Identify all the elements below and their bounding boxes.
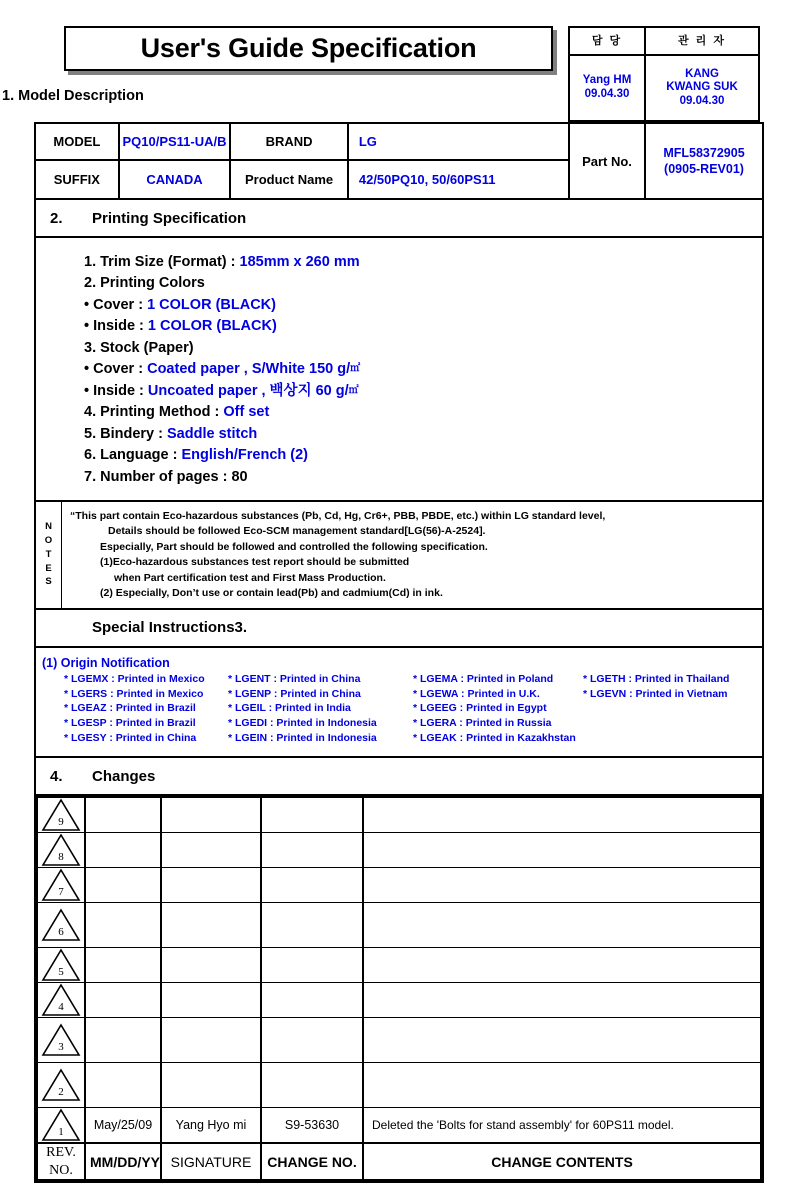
revision-date xyxy=(85,903,161,948)
suffix-label: SUFFIX xyxy=(36,161,120,198)
revision-marker-cell xyxy=(37,903,85,948)
origin-column-3 xyxy=(413,672,576,745)
origin-entry: * LGEVN : Printed in Vietnam xyxy=(583,687,728,700)
changes-table-footer-row xyxy=(37,1143,761,1180)
origin-column-2 xyxy=(228,672,377,745)
product-name-label: Product Name xyxy=(231,161,349,198)
signer-charge-date: 09.04.30 xyxy=(584,88,630,100)
section-2-header xyxy=(36,200,762,238)
spec-item-value: 185mm x 260 mm xyxy=(239,254,360,270)
section-2-number: 2. xyxy=(50,209,63,227)
spec-item-label: 3. Stock (Paper) xyxy=(84,339,194,356)
part-no-value-line2: (0905-REV01) xyxy=(664,162,744,176)
svg-text:1: 1 xyxy=(58,1126,64,1139)
spec-item-label: • Cover : xyxy=(84,296,148,313)
table-row xyxy=(37,1108,761,1144)
spec-item xyxy=(84,359,762,380)
revision-marker-cell xyxy=(37,983,85,1018)
spec-item xyxy=(84,338,762,359)
spec-item xyxy=(84,273,762,294)
spec-item-value: Off set xyxy=(223,404,270,421)
svg-text:9: 9 xyxy=(58,816,64,829)
revision-date xyxy=(85,833,161,868)
section-3-header xyxy=(36,610,762,648)
origin-notification-grid xyxy=(38,672,762,748)
revision-marker-cell xyxy=(37,1018,85,1063)
origin-entry: * LGEIN : Printed in Indonesia xyxy=(228,731,377,744)
revision-marker-cell xyxy=(37,868,85,903)
origin-entry: * LGEAK : Printed in Kazakhstan xyxy=(413,731,576,744)
revision-change-no xyxy=(261,1063,363,1108)
title-box xyxy=(64,26,553,71)
footer-change-no-header: CHANGE NO. xyxy=(261,1143,363,1180)
revision-triangle-icon xyxy=(41,908,81,942)
spec-item xyxy=(84,295,762,316)
spec-item-unit: ㎡ xyxy=(348,384,359,396)
revision-marker-cell xyxy=(37,948,85,983)
revision-signature xyxy=(161,833,261,868)
revision-change-no xyxy=(261,948,363,983)
revision-change-no xyxy=(261,983,363,1018)
model-value-cell xyxy=(120,124,232,159)
origin-entry: * LGEEG : Printed in Egypt xyxy=(413,702,547,715)
changes-table-body xyxy=(37,797,761,1180)
revision-triangle-icon xyxy=(41,833,81,867)
notes-line: Details should be followed Eco-SCM management standard[LG(56)-A-2524]. xyxy=(108,525,486,538)
brand-label: BRAND xyxy=(231,124,349,159)
spec-item xyxy=(84,316,762,337)
section-2-title: Printing Specification xyxy=(92,209,247,227)
revision-triangle-icon xyxy=(41,983,81,1017)
revision-change-no xyxy=(261,833,363,868)
spec-item-label: 1. Trim Size (Format) : xyxy=(84,254,240,270)
revision-contents xyxy=(363,948,761,983)
footer-rev-no-line2: NO. xyxy=(49,1162,73,1178)
spec-item xyxy=(84,467,762,488)
brand-value: LG xyxy=(358,134,377,150)
footer-rev-no xyxy=(37,1143,85,1180)
approval-signature-box xyxy=(568,26,760,122)
origin-entry: * LGEIL : Printed in India xyxy=(228,702,351,715)
svg-text:2: 2 xyxy=(58,1086,64,1099)
origin-entry: * LGESP : Printed in Brazil xyxy=(64,717,196,730)
footer-signature-header: SIGNATURE xyxy=(161,1143,261,1180)
spec-item-value: Saddle stitch xyxy=(167,425,258,442)
signer-manager-date: 09.04.30 xyxy=(679,94,725,107)
revision-triangle-icon xyxy=(41,798,81,832)
spec-item-value: 1 COLOR (BLACK) xyxy=(147,318,277,335)
origin-entry: * LGEMX : Printed in Mexico xyxy=(64,673,205,686)
suffix-row xyxy=(36,161,568,198)
revision-triangle-icon xyxy=(41,868,81,902)
revision-signature xyxy=(161,983,261,1018)
printing-specification-list xyxy=(36,238,762,502)
part-no-value-cell xyxy=(646,124,762,198)
section-1-heading: 1. Model Description xyxy=(2,88,144,104)
revision-signature: Yang Hyo mi xyxy=(161,1108,261,1144)
notes-line: (1)Eco-hazardous substances test report should be submitted xyxy=(100,556,410,569)
spec-item-label: 6. Language : xyxy=(84,447,182,464)
origin-entry: * LGENP : Printed in China xyxy=(228,687,361,700)
revision-signature xyxy=(161,1018,261,1063)
signer-manager-name2: KWANG SUK xyxy=(666,81,738,94)
spec-item-label: • Inside : xyxy=(84,382,148,399)
revision-date xyxy=(85,868,161,903)
revision-date xyxy=(85,983,161,1018)
spec-item-value: Coated paper , S/White 150 g/ xyxy=(147,361,351,378)
model-value: PQ10/PS11-UA/B xyxy=(122,134,227,150)
table-row xyxy=(37,1018,761,1063)
notes-line: Especially, Part should be followed and controlled the following specification. xyxy=(100,540,488,553)
table-row xyxy=(37,833,761,868)
table-row xyxy=(37,983,761,1018)
approval-header-charge: 담 당 xyxy=(570,28,646,56)
spec-item-label: • Cover : xyxy=(84,361,148,378)
revision-triangle-icon xyxy=(41,1108,81,1142)
revision-change-no xyxy=(261,903,363,948)
origin-column-1 xyxy=(64,672,205,745)
revision-contents xyxy=(363,797,761,833)
revision-marker-cell xyxy=(37,833,85,868)
revision-contents: Deleted the 'Bolts for stand assembly' for 60PS11 model. xyxy=(363,1108,761,1144)
approval-header-row xyxy=(570,28,758,56)
spec-item-label: • Inside : xyxy=(84,318,148,335)
spec-item-label: 4. Printing Method : xyxy=(84,404,224,421)
revision-change-no: S9-53630 xyxy=(261,1108,363,1144)
signer-charge-name: Yang HM xyxy=(582,74,632,87)
svg-text:3: 3 xyxy=(58,1041,64,1054)
origin-column-4 xyxy=(583,672,729,701)
notes-letter: O xyxy=(44,535,53,547)
footer-date-header: MM/DD/YY xyxy=(85,1143,161,1180)
part-no-label: Part No. xyxy=(570,124,646,198)
origin-entry: * LGERA : Printed in Russia xyxy=(413,717,552,730)
product-name-value: 42/50PQ10, 50/60PS11 xyxy=(358,172,496,188)
revision-marker-cell xyxy=(37,797,85,833)
suffix-value: CANADA xyxy=(120,161,232,198)
spec-item-label: 2. Printing Colors xyxy=(84,275,205,292)
spec-item-value: Uncoated paper , 백상지 60 g/ xyxy=(147,382,349,399)
model-table-left xyxy=(36,124,570,198)
svg-text:5: 5 xyxy=(58,966,64,979)
origin-entry: * LGEDI : Printed in Indonesia xyxy=(228,717,377,730)
svg-text:4: 4 xyxy=(58,1001,64,1014)
spec-item-unit: ㎡ xyxy=(350,363,361,375)
spec-item xyxy=(84,381,762,402)
revision-contents xyxy=(363,868,761,903)
spec-item-value: English/French (2) xyxy=(181,447,308,464)
approval-signer-manager xyxy=(646,56,758,120)
origin-notification-block xyxy=(36,648,762,759)
notes-text-body xyxy=(62,502,762,608)
revision-signature xyxy=(161,1063,261,1108)
revision-contents xyxy=(363,1018,761,1063)
notes-letter: S xyxy=(45,576,52,588)
revision-change-no xyxy=(261,868,363,903)
revision-date xyxy=(85,948,161,983)
spec-item xyxy=(84,445,762,466)
revision-signature xyxy=(161,868,261,903)
origin-entry: * LGEAZ : Printed in Brazil xyxy=(64,702,196,715)
table-row xyxy=(37,1063,761,1108)
revision-contents xyxy=(363,1063,761,1108)
notes-line: “This part contain Eco-hazardous substances (Pb, Cd, Hg, Cr6+, PBB, PBDE, etc.) within LG standard level, xyxy=(70,509,606,522)
spec-item xyxy=(84,252,762,273)
revision-triangle-icon xyxy=(41,948,81,982)
origin-entry: * LGERS : Printed in Mexico xyxy=(64,687,204,700)
revision-signature xyxy=(161,903,261,948)
revision-contents xyxy=(363,983,761,1018)
model-table-right xyxy=(570,124,762,198)
notes-letter: E xyxy=(45,562,52,574)
notes-block xyxy=(36,502,762,610)
revision-contents xyxy=(363,833,761,868)
origin-entry: * LGEMA : Printed in Poland xyxy=(413,673,554,686)
changes-revision-table xyxy=(36,796,762,1181)
origin-entry: * LGESY : Printed in China xyxy=(64,731,197,744)
revision-change-no xyxy=(261,797,363,833)
footer-contents-header: CHANGE CONTENTS xyxy=(363,1143,761,1180)
revision-signature xyxy=(161,948,261,983)
spec-item-label: 7. Number of pages : 80 xyxy=(84,468,248,485)
revision-date xyxy=(85,1018,161,1063)
spec-item xyxy=(84,402,762,423)
table-row xyxy=(37,903,761,948)
revision-contents xyxy=(363,903,761,948)
model-description-table xyxy=(36,124,762,200)
document-title-banner xyxy=(64,26,553,71)
table-row xyxy=(37,948,761,983)
svg-text:8: 8 xyxy=(58,851,64,864)
section-4-number: 4. xyxy=(50,767,63,785)
specification-frame xyxy=(34,122,764,1183)
table-row xyxy=(37,797,761,833)
notes-line: when Part certification test and First Mass Production. xyxy=(114,571,386,584)
notes-letter: N xyxy=(45,521,52,533)
footer-rev-no-line1: REV. xyxy=(46,1145,76,1161)
revision-triangle-icon xyxy=(41,1068,81,1102)
origin-entry: * LGETH : Printed in Thailand xyxy=(583,673,730,686)
spec-item xyxy=(84,424,762,445)
revision-date xyxy=(85,1063,161,1108)
origin-notification-title: (1) Origin Notification xyxy=(42,655,170,670)
approval-header-manager: 관 리 자 xyxy=(646,28,758,56)
revision-triangle-icon xyxy=(41,1023,81,1057)
approval-signer-charge xyxy=(570,56,646,120)
origin-entry: * LGENT : Printed in China xyxy=(228,673,361,686)
table-row xyxy=(37,868,761,903)
section-3-title: Special Instructions3. xyxy=(92,619,248,637)
revision-date: May/25/09 xyxy=(85,1108,161,1144)
revision-marker-cell xyxy=(37,1108,85,1144)
section-4-header xyxy=(36,758,762,796)
spec-item-label: 5. Bindery : xyxy=(84,425,167,442)
model-label: MODEL xyxy=(36,124,120,159)
model-row xyxy=(36,124,568,161)
svg-text:7: 7 xyxy=(58,886,64,899)
revision-date xyxy=(85,797,161,833)
revision-signature xyxy=(161,797,261,833)
notes-line: (2) Especially, Don’t use or contain lead(Pb) and cadmium(Cd) in ink. xyxy=(100,587,443,600)
origin-entry: * LGEWA : Printed in U.K. xyxy=(413,687,540,700)
part-no-value-line1: MFL58372905 xyxy=(663,146,745,160)
approval-signer-row xyxy=(570,56,758,120)
svg-text:6: 6 xyxy=(58,926,64,939)
spec-item-value: 1 COLOR (BLACK) xyxy=(147,296,276,313)
page-title: User's Guide Specification xyxy=(140,33,477,63)
revision-marker-cell xyxy=(37,1063,85,1108)
notes-letter: T xyxy=(45,548,52,560)
signer-manager-name: KANG xyxy=(685,67,719,80)
notes-vertical-label xyxy=(36,502,62,608)
revision-change-no xyxy=(261,1018,363,1063)
section-4-title: Changes xyxy=(92,767,156,785)
